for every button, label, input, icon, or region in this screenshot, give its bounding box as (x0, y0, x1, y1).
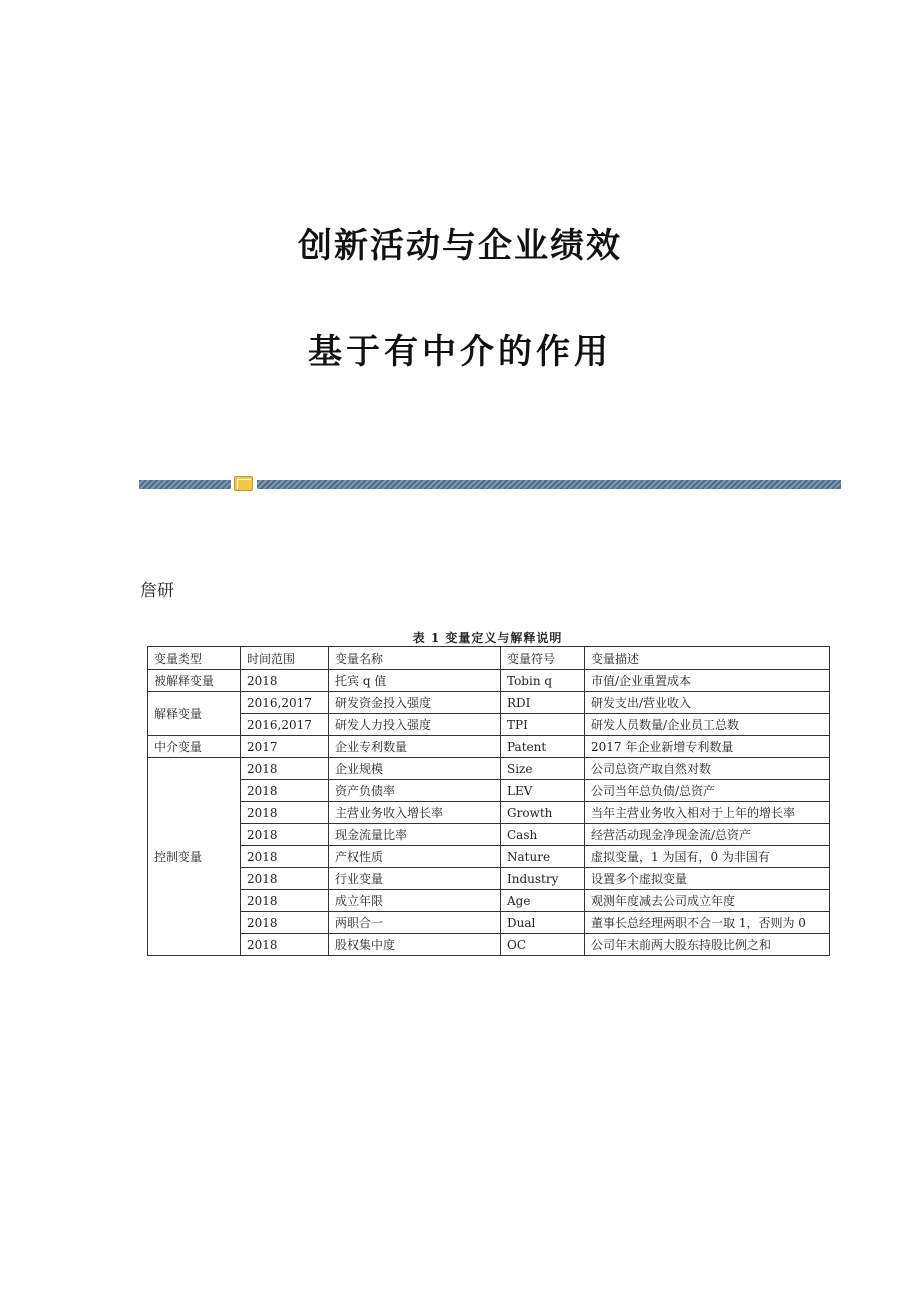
time-range-cell: 2017 (241, 736, 329, 758)
document-subtitle: 基于有中介的作用 (308, 332, 612, 372)
time-range-cell: 2018 (241, 802, 329, 824)
time-range-cell: 2016,2017 (241, 692, 329, 714)
variable-description-cell: 研发人员数量/企业员工总数 (585, 714, 830, 736)
variable-name-cell: 成立年限 (329, 890, 501, 912)
variable-name-cell: 资产负债率 (329, 780, 501, 802)
variable-description-cell: 研发支出/营业收入 (585, 692, 830, 714)
variable-name-cell: 研发资金投入强度 (329, 692, 501, 714)
table-row (148, 912, 830, 934)
variable-type-cell: 中介变量 (148, 736, 241, 758)
variable-name-cell: 产权性质 (329, 846, 501, 868)
variable-name-cell: 现金流量比率 (329, 824, 501, 846)
variable-name-cell: 企业专利数量 (329, 736, 501, 758)
table-row (148, 670, 830, 692)
variable-type-cell: 被解释变量 (148, 670, 241, 692)
variable-type-cell: 控制变量 (148, 758, 241, 956)
time-range-cell: 2018 (241, 846, 329, 868)
variable-description-cell: 董事长总经理两职不合一取 1，否则为 0 (585, 912, 830, 934)
variable-name-cell: 行业变量 (329, 868, 501, 890)
variable-symbol-cell: Nature (501, 846, 585, 868)
header-variable-name: 变量名称 (329, 647, 501, 670)
variable-description-cell: 虚拟变量，1 为国有，0 为非国有 (585, 846, 830, 868)
time-range-cell: 2018 (241, 934, 329, 956)
variable-symbol-cell: Dual (501, 912, 585, 934)
variable-symbol-cell: Size (501, 758, 585, 780)
variable-description-cell: 公司当年总负债/总资产 (585, 780, 830, 802)
table-row (148, 758, 830, 780)
variable-type-cell: 解释变量 (148, 692, 241, 736)
header-variable-type: 变量类型 (148, 647, 241, 670)
table-row (148, 780, 830, 802)
variable-symbol-cell: Growth (501, 802, 585, 824)
author-name: 詹研 (140, 581, 174, 601)
variable-symbol-cell: TPI (501, 714, 585, 736)
table-row (148, 714, 830, 736)
variable-name-cell: 托宾 q 值 (329, 670, 501, 692)
table-header-row (148, 647, 830, 670)
variable-symbol-cell: RDI (501, 692, 585, 714)
variable-symbol-cell: Tobin q (501, 670, 585, 692)
variable-name-cell: 研发人力投入强度 (329, 714, 501, 736)
variable-symbol-cell: Patent (501, 736, 585, 758)
variable-description-cell: 市值/企业重置成本 (585, 670, 830, 692)
variable-name-cell: 主营业务收入增长率 (329, 802, 501, 824)
table-row (148, 868, 830, 890)
variable-symbol-cell: LEV (501, 780, 585, 802)
variable-description-cell: 2017 年企业新增专利数量 (585, 736, 830, 758)
document-title: 创新活动与企业绩效 (298, 226, 622, 266)
envelope-icon (234, 476, 253, 491)
table-row (148, 934, 830, 956)
table-row (148, 846, 830, 868)
variable-name-cell: 企业规模 (329, 758, 501, 780)
header-variable-description: 变量描述 (585, 647, 830, 670)
variable-symbol-cell: Age (501, 890, 585, 912)
variable-description-cell: 公司总资产取自然对数 (585, 758, 830, 780)
table-caption: 表 1 变量定义与解释说明 (412, 631, 563, 645)
time-range-cell: 2018 (241, 780, 329, 802)
table-row (148, 824, 830, 846)
time-range-cell: 2018 (241, 868, 329, 890)
variable-description-cell: 观测年度减去公司成立年度 (585, 890, 830, 912)
variable-description-cell: 经营活动现金净现金流/总资产 (585, 824, 830, 846)
table-row (148, 802, 830, 824)
header-variable-symbol: 变量符号 (501, 647, 585, 670)
time-range-cell: 2016,2017 (241, 714, 329, 736)
time-range-cell: 2018 (241, 824, 329, 846)
variable-description-cell: 设置多个虚拟变量 (585, 868, 830, 890)
divider-bar-left (139, 480, 231, 489)
divider-bar-right (257, 480, 841, 489)
table-row (148, 890, 830, 912)
time-range-cell: 2018 (241, 912, 329, 934)
table-row (148, 692, 830, 714)
variable-symbol-cell: Cash (501, 824, 585, 846)
variable-name-cell: 股权集中度 (329, 934, 501, 956)
variable-definition-table (147, 646, 830, 956)
variable-description-cell: 公司年末前两大股东持股比例之和 (585, 934, 830, 956)
table-row (148, 736, 830, 758)
variable-name-cell: 两职合一 (329, 912, 501, 934)
variable-description-cell: 当年主营业务收入相对于上年的增长率 (585, 802, 830, 824)
variable-symbol-cell: Industry (501, 868, 585, 890)
time-range-cell: 2018 (241, 758, 329, 780)
time-range-cell: 2018 (241, 670, 329, 692)
variable-symbol-cell: OC (501, 934, 585, 956)
time-range-cell: 2018 (241, 890, 329, 912)
header-time-range: 时间范围 (241, 647, 329, 670)
